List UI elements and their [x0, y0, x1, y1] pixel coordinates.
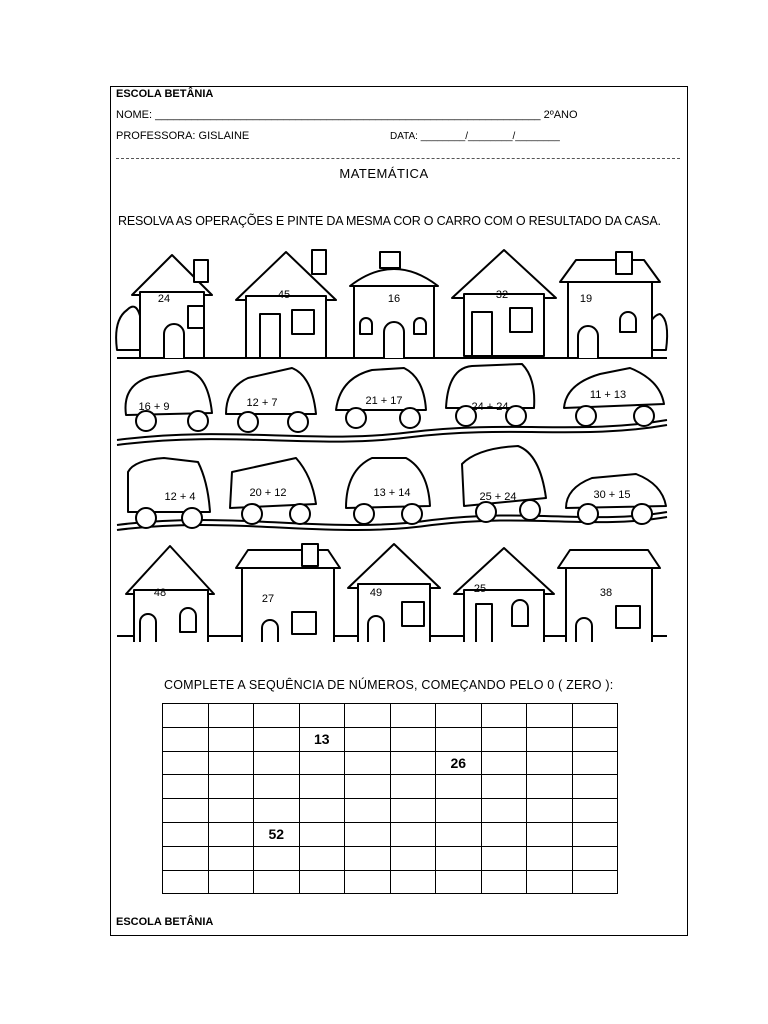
grid-row: [163, 846, 618, 870]
grid-cell[interactable]: [572, 822, 618, 846]
subject-title: MATEMÁTICA: [339, 166, 429, 181]
car-4: [446, 364, 534, 426]
grid-cell[interactable]: [163, 822, 209, 846]
house-label: 32: [495, 289, 509, 301]
grid-cell[interactable]: [527, 704, 573, 728]
grid-cell[interactable]: [436, 704, 482, 728]
grid-cell[interactable]: [527, 799, 573, 823]
grid-cell[interactable]: [163, 846, 209, 870]
grid-cell[interactable]: [481, 799, 527, 823]
grid-cell[interactable]: [208, 775, 254, 799]
grid-cell[interactable]: [390, 870, 436, 894]
house-48: [126, 546, 214, 642]
grid-cell[interactable]: [163, 870, 209, 894]
grid-cell[interactable]: [390, 751, 436, 775]
grid-row: [163, 751, 618, 775]
grid-cell[interactable]: [208, 727, 254, 751]
house-24: [132, 255, 212, 358]
grid-cell[interactable]: [481, 775, 527, 799]
car-operation: 12 + 7: [246, 397, 278, 409]
car-operation: 20 + 12: [249, 487, 287, 499]
grid-cell[interactable]: [527, 775, 573, 799]
grid-cell[interactable]: [481, 870, 527, 894]
name-field[interactable]: NOME: _______________________________________________________________ 2ºANO: [116, 109, 578, 121]
house-label: 38: [599, 587, 613, 599]
grid-cell[interactable]: [299, 870, 345, 894]
house-label: 45: [277, 289, 291, 301]
car-operation: 16 + 9: [138, 401, 170, 413]
car-operation: 13 + 14: [373, 487, 411, 499]
house-label: 27: [261, 593, 275, 605]
house-label: 48: [153, 587, 167, 599]
grid-cell[interactable]: [345, 846, 391, 870]
grid-cell[interactable]: [254, 751, 300, 775]
grid-cell[interactable]: [436, 727, 482, 751]
house-label: 19: [579, 293, 593, 305]
car-9: [462, 446, 546, 522]
grid-cell[interactable]: [481, 727, 527, 751]
grid-cell[interactable]: [208, 799, 254, 823]
school-name: ESCOLA BETÂNIA: [116, 88, 214, 100]
house-32: [452, 250, 556, 356]
grid-cell[interactable]: [299, 704, 345, 728]
grid-cell[interactable]: [208, 870, 254, 894]
grid-cell[interactable]: [299, 799, 345, 823]
grid-cell[interactable]: [299, 846, 345, 870]
car-operation: 30 + 15: [593, 489, 631, 501]
grid-cell[interactable]: [345, 870, 391, 894]
grid-cell[interactable]: [345, 799, 391, 823]
grid-cell[interactable]: [527, 751, 573, 775]
grid-cell[interactable]: [390, 775, 436, 799]
grid-cell[interactable]: [254, 727, 300, 751]
grid-cell[interactable]: [572, 704, 618, 728]
car-operation: 11 + 13: [589, 389, 627, 401]
house-27: [236, 544, 340, 642]
grid-cell[interactable]: [299, 775, 345, 799]
grid-cell[interactable]: [436, 846, 482, 870]
grid-cell[interactable]: [390, 846, 436, 870]
grid-cell[interactable]: [254, 799, 300, 823]
grid-cell[interactable]: 26: [436, 751, 482, 775]
sequence-instruction: COMPLETE A SEQUÊNCIA DE NÚMEROS, COMEÇANDO PELO 0 ( ZERO ):: [164, 678, 614, 692]
grid-cell[interactable]: [390, 727, 436, 751]
grid-cell[interactable]: [527, 727, 573, 751]
grid-cell[interactable]: [299, 751, 345, 775]
car-operation: 25 + 24: [479, 491, 517, 503]
grid-cell[interactable]: [572, 751, 618, 775]
grid-cell[interactable]: [390, 704, 436, 728]
grid-row: [163, 870, 618, 894]
date-field[interactable]: DATA: ________/________/________: [390, 131, 560, 142]
grid-cell[interactable]: [436, 775, 482, 799]
car-operation: 12 + 4: [164, 491, 196, 503]
grid-row: [163, 775, 618, 799]
house-49: [348, 544, 440, 642]
grid-cell[interactable]: [481, 751, 527, 775]
grid-cell[interactable]: [254, 870, 300, 894]
grid-cell[interactable]: [254, 775, 300, 799]
car-operation: 21 + 17: [365, 395, 403, 407]
house-label: 24: [157, 293, 171, 305]
grid-cell[interactable]: [527, 822, 573, 846]
house-19: [560, 252, 660, 358]
grid-cell[interactable]: [345, 751, 391, 775]
grid-cell[interactable]: [527, 846, 573, 870]
teacher-label: PROFESSORA: GISLAINE: [116, 130, 250, 142]
activity-instruction: RESOLVA AS OPERAÇÕES E PINTE DA MESMA COR O CARRO COM O RESULTADO DA CASA.: [118, 214, 661, 228]
grid-cell[interactable]: [208, 704, 254, 728]
grid-cell[interactable]: [163, 799, 209, 823]
grid-cell[interactable]: [345, 704, 391, 728]
divider: [116, 158, 680, 159]
grid-cell[interactable]: [572, 775, 618, 799]
car-operation: 24 + 24: [471, 401, 509, 413]
grid-cell[interactable]: [254, 704, 300, 728]
grid-cell[interactable]: [390, 822, 436, 846]
grid-cell[interactable]: [481, 704, 527, 728]
grid-cell[interactable]: [163, 727, 209, 751]
grid-row: [163, 704, 618, 728]
grid-cell[interactable]: 13: [299, 727, 345, 751]
house-label: 49: [369, 587, 383, 599]
grid-cell[interactable]: [527, 870, 573, 894]
grid-cell[interactable]: [436, 799, 482, 823]
grid-row: [163, 799, 618, 823]
grid-row: [163, 727, 618, 751]
grid-cell[interactable]: [572, 870, 618, 894]
house-label: 16: [387, 293, 401, 305]
grid-cell[interactable]: [163, 751, 209, 775]
grid-cell[interactable]: [254, 846, 300, 870]
grid-cell[interactable]: [436, 870, 482, 894]
grid-cell[interactable]: [345, 727, 391, 751]
grid-cell[interactable]: [163, 775, 209, 799]
grid-cell[interactable]: [208, 751, 254, 775]
grid-cell[interactable]: [163, 704, 209, 728]
house-16: [350, 252, 438, 358]
grid-cell[interactable]: [572, 799, 618, 823]
house-45: [236, 250, 336, 358]
house-25: [454, 548, 554, 642]
footer-school-name: ESCOLA BETÂNIA: [116, 916, 214, 928]
grid-cell[interactable]: [208, 822, 254, 846]
grid-cell[interactable]: [436, 822, 482, 846]
grid-cell[interactable]: [572, 727, 618, 751]
grid-cell[interactable]: [299, 822, 345, 846]
grid-row: [163, 822, 618, 846]
grid-cell[interactable]: [481, 822, 527, 846]
grid-cell[interactable]: [390, 799, 436, 823]
grid-cell[interactable]: 52: [254, 822, 300, 846]
grid-cell[interactable]: [208, 846, 254, 870]
grid-cell[interactable]: [481, 846, 527, 870]
number-sequence-grid: [162, 703, 618, 894]
grid-cell[interactable]: [345, 822, 391, 846]
grid-cell[interactable]: [572, 846, 618, 870]
grid-cell[interactable]: [345, 775, 391, 799]
house-label: 25: [473, 583, 487, 595]
houses-and-cars-illustration: [112, 240, 672, 642]
